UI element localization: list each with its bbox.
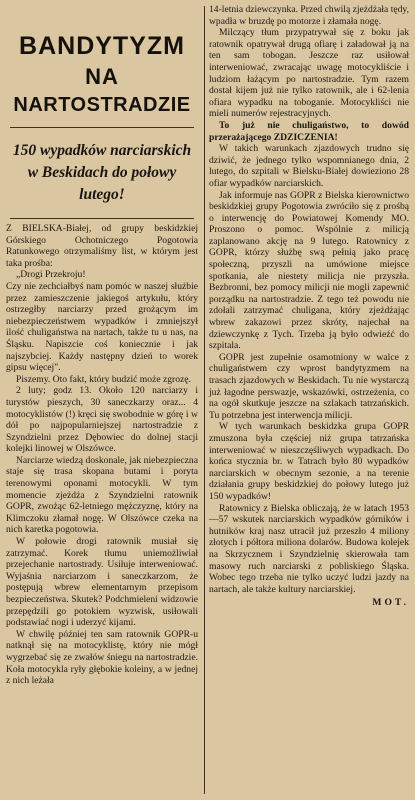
- subheadline: 150 wypadków narciarskich w Beskidach do połowy lutego!: [12, 142, 192, 203]
- paragraph: W tych warunkach beskidzka grupa GOPR zmuszona była częściej niż grupa tatrzańska interweniować w nieszczęśliwych wypadkach. Do końca stycznia br. w Tatrach było 80 wypadków narciarskich w obecnym sezonie, a na terenie działania grupy beskidzkiej do połowy lutego już 150 wypadków!: [209, 421, 409, 502]
- subheadline-rule: [10, 218, 194, 219]
- paragraph: 14-letnia dziewczynka. Przed chwilą zjeżdżała tędy, wpadła w bruzdę po motorze i złamała nogę.: [209, 4, 409, 27]
- right-column-text: [209, 4, 409, 609]
- paragraph: „Drogi Przekroju!: [16, 269, 86, 281]
- headline-line-2: NA: [85, 64, 119, 89]
- headline-line-3: NARTOSTRADZIE: [13, 94, 191, 116]
- paragraph: Ratownicy z Bielska obliczają, że w latach 1953—57 wskutek narciarskich wypadków górników i hutników kraj nasz utracił już przeszło 4 miliony złotych i półtora miliona dolarów. Budowa kolejek na Skrzycznem i Szyndzielnię skierowała tam masowy ruch narciarski z pobliskiego Śląska. Wobec tego trzeba nie tylko uczyć ludzi jazdy na nartach, ale także kultury narciarskiej.: [209, 502, 409, 595]
- paragraph: GOPR jest zupełnie osamotniony w walce z chuligaństwem czy wprost bandytyzmem na trasach zjazdowych w Beskidach. Tu nie wystarczą już łagodne perswazje, wskazówki, ostrzeżenia, co na ogół skutkuje jeszcze na szlakach tatrzańskich. Tu potrzebna jest interwencja milicji.: [209, 351, 409, 421]
- right-column: [209, 4, 409, 609]
- headline-rule: [10, 127, 194, 128]
- paragraph: W takich warunkach zjazdowych trudno się dziwić, że jednego tylko wspomnianego dnia, 2 lutego, do szpitali w Bielsku-Białej dowieziono 28 ofiar wypadków narciarskich.: [209, 143, 409, 189]
- paragraph: W chwilę później ten sam ratownik GOPR-u natknął się na motocyklistę, który nie mógł wygrzebać się ze zwałów śniegu na nartostradzie. Koła motocykla ryły głębokie koleiny, a w jednej z nich leżała: [6, 628, 198, 687]
- paragraph: Jak informuje nas GOPR z Bielska kierownictwo beskidzkiej grupy Pogotowia zwróciło się z prośbą o interwencję do Powiatowej Komendy MO. Proszono o pomoc. Wspólnie z milicją zaplanowano akcję na 9 lutego. Ratownicy z GOPR, którzy służbę swą pełnią jako pracę społeczną, przyszli na umówione miejsce spotkania, ale niestety milicja nie przyszła. Bezbronni, bez pomocy milicji nie mogli zapewnić porządku na nartostradzie. Z tego też powodu nie zdołali zatrzymać chuligana, który zjeżdżając wbrew zakazowi przez skróty, najechał na dziewczynkę z Tych. Trzeba ją było odwieźć do szpitala.: [209, 189, 409, 352]
- paragraph: W połowie drogi ratownik musiał się zatrzymać. Korek tłumu uniemożliwiał przejechanie nartostrady. Usiłuje interweniować. Wyjaśnia narciarzom i saneczkarzom, że postępują wbrew elementarnym przepisom bezpieczeństwa. Skutek? Podchmieleni widzowie przepędzili go potokiem wyzwisk, usiłowali podstawiać nogi i uderzyć kijami.: [6, 536, 198, 629]
- paragraph: 2 luty; godz 13. Około 120 narciarzy i turystów pieszych, 30 saneczkarzy oraz... 4 motocyklistów (!) kręci się swobodnie w górę i w dół po najpopularniejszej nartostradzie z Szyndzielni przez Dębowiec do dolnej stacji kolejki linowej w Olszówce.: [6, 385, 198, 455]
- paragraph: Milczący tłum przypatrywał się z boku jak ratownik opatrywał drugą ofiarę i załadował ją na ten sam tobogan. Jeszcze raz usiłował interweniować, zwracając uwagę motocykliście i ludziom łażącym po nartostradzie. Tym razem dostał kijem już nie tylko ratownik, ale i 62-lenia ofiara wypadku na toboganie. Motocykliści nie mieli numerów rejestracyjnych.: [209, 27, 409, 120]
- paragraph: Narciarze wiedzą doskonale, jak niebezpieczna staje się trasa skopana butami i poryta terenowymi oponami motocykli. W tym momencie zjeżdża z Szyndzielni ratownik GOPR, zwożąc 62-letniego mężczyznę, który na Klimczoku złamał nogę. W Olszówce czeka na nich karetka pogotowia.: [6, 454, 198, 536]
- paragraph: Z BIELSKA-Białej, od grupy beskidzkiej Górskiego Ochotniczego Pogotowia Ratunkowego otrzymaliśmy list, w którym jest taka prośba:: [6, 223, 198, 269]
- paragraph: Piszemy. Oto fakt, który budzić może zgrozę.: [16, 373, 191, 385]
- author-signature: MOT.: [372, 597, 409, 609]
- left-column-text: [6, 223, 198, 687]
- headline-line-1: BANDYTYZM: [19, 32, 185, 60]
- paragraph: Czy nie zechciałbyś nam pomóc w naszej służbie przez zamieszczenie jakiegoś artykułu, który ostrzegłby narciarzy przed grożącym im niebezpieczeństwem wypadków i zmniejszył ilość chuligaństwa na nartach, także tu u nas, na Śląsku. Napiszcie coś koniecznie i jak najszybciej. Każdy następny dzień to worek gipsu więcej".: [6, 280, 198, 374]
- left-column: [6, 4, 198, 687]
- column-divider: [204, 6, 205, 794]
- paragraph: To już nie chuligaństwo, to dowód przerażającego ZDZICZENIA!: [209, 119, 409, 143]
